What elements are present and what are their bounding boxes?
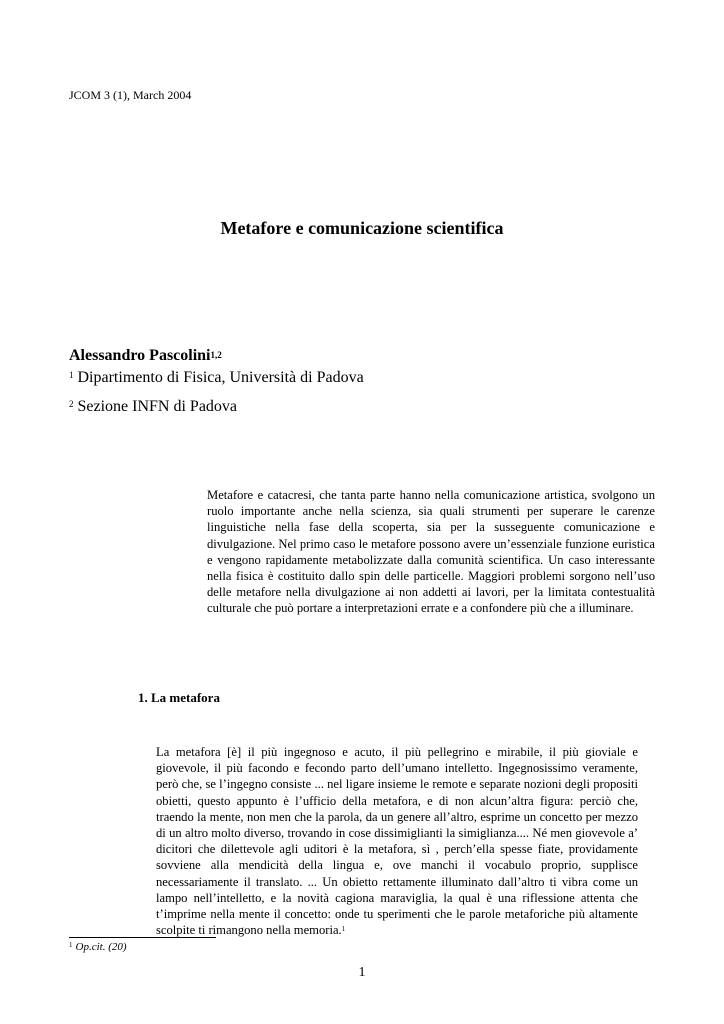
quote-text: La metafora [è] il più ingegnoso e acuto, il più pellegrino e mirabile, il più gioviale e giovevole, il più facondo e fecondo parto dell’umano intelletto. Ingegnosissimo veramente, però che, se l’ingegno consiste ... nel ligare insieme le remote e separate nozioni degli propositi obietti, questo appunto è l’ufficio della metafora, e di non alcun’altra figura: perciò che, traendo la mente, non men che la parola, da un genere all’altro, esprime un concetto per mezzo di un altro molto diverso, trovando in cose dissimiglianti la simiglianza.... Né men giovevole a’ dicitori che dilettevole agli uditori è la metafora, sì , perch’ella spesse fiate, providamente sovviene alla mendicità della lingua e, ove manchi il vocabulo proprio, supplisce necessariamente il translato. ... Un obietto rettamente illuminato dall’altro ti vibra come un lampo nell’intelletto, e la novità cagiona maraviglia, la qual è una riflessione attenta che t’imprime nella mente il concetto: onde tu sperimenti che le parole metaforiche più altamente scolpite ti rimangono nella memoria. — [156, 745, 638, 938]
footnote-reference-mark[interactable]: 1 — [341, 925, 346, 934]
affiliation-1 — [69, 369, 364, 387]
section-heading: 1. La metafora — [138, 690, 220, 705]
author-name: Alessandro Pascolini — [69, 347, 211, 364]
page-number: 1 — [358, 965, 366, 980]
footnote-mark: 1 — [69, 941, 73, 949]
footnote-text: Op.cit. (20) — [75, 941, 127, 953]
affiliation-1-mark: 1 — [69, 370, 74, 380]
affiliation-1-text: Dipartimento di Fisica, Università di Padova — [77, 369, 364, 386]
author-line — [69, 347, 222, 365]
affiliation-2-text: Sezione INFN di Padova — [77, 398, 238, 415]
affiliation-2 — [69, 398, 237, 416]
abstract: Metafore e catacresi, che tanta parte hanno nella comunicazione artistica, svolgono un ruolo importante anche nella scienza, sia quali strumenti per superare le carenze linguistiche nella fase della scoperta, sia per la susseguente comunicazione e divulgazione. Nel primo caso le metafore possono avere un’essenziale funzione euristica e vengono rapidamente metabolizzate dalla comunità scientifica. Un caso interessante nella fisica è costituito dallo spin delle particelle. Maggiori problemi sorgono nell’uso delle metafore nella divulgazione ai non addetti ai lavori, per la limitata contestualità culturale che può portare a interpretazioni errate e a confondere più che a illuminare. — [207, 488, 655, 616]
footnote — [69, 941, 127, 953]
footnote-divider — [69, 937, 216, 938]
quote-paragraph — [156, 744, 638, 938]
journal-header: JCOM 3 (1), March 2004 — [69, 88, 192, 102]
paper-title: Metafore e comunicazione scientifica — [220, 218, 504, 238]
affiliation-2-mark: 2 — [69, 399, 74, 409]
author-affiliation-marks: 1,2 — [210, 350, 222, 360]
